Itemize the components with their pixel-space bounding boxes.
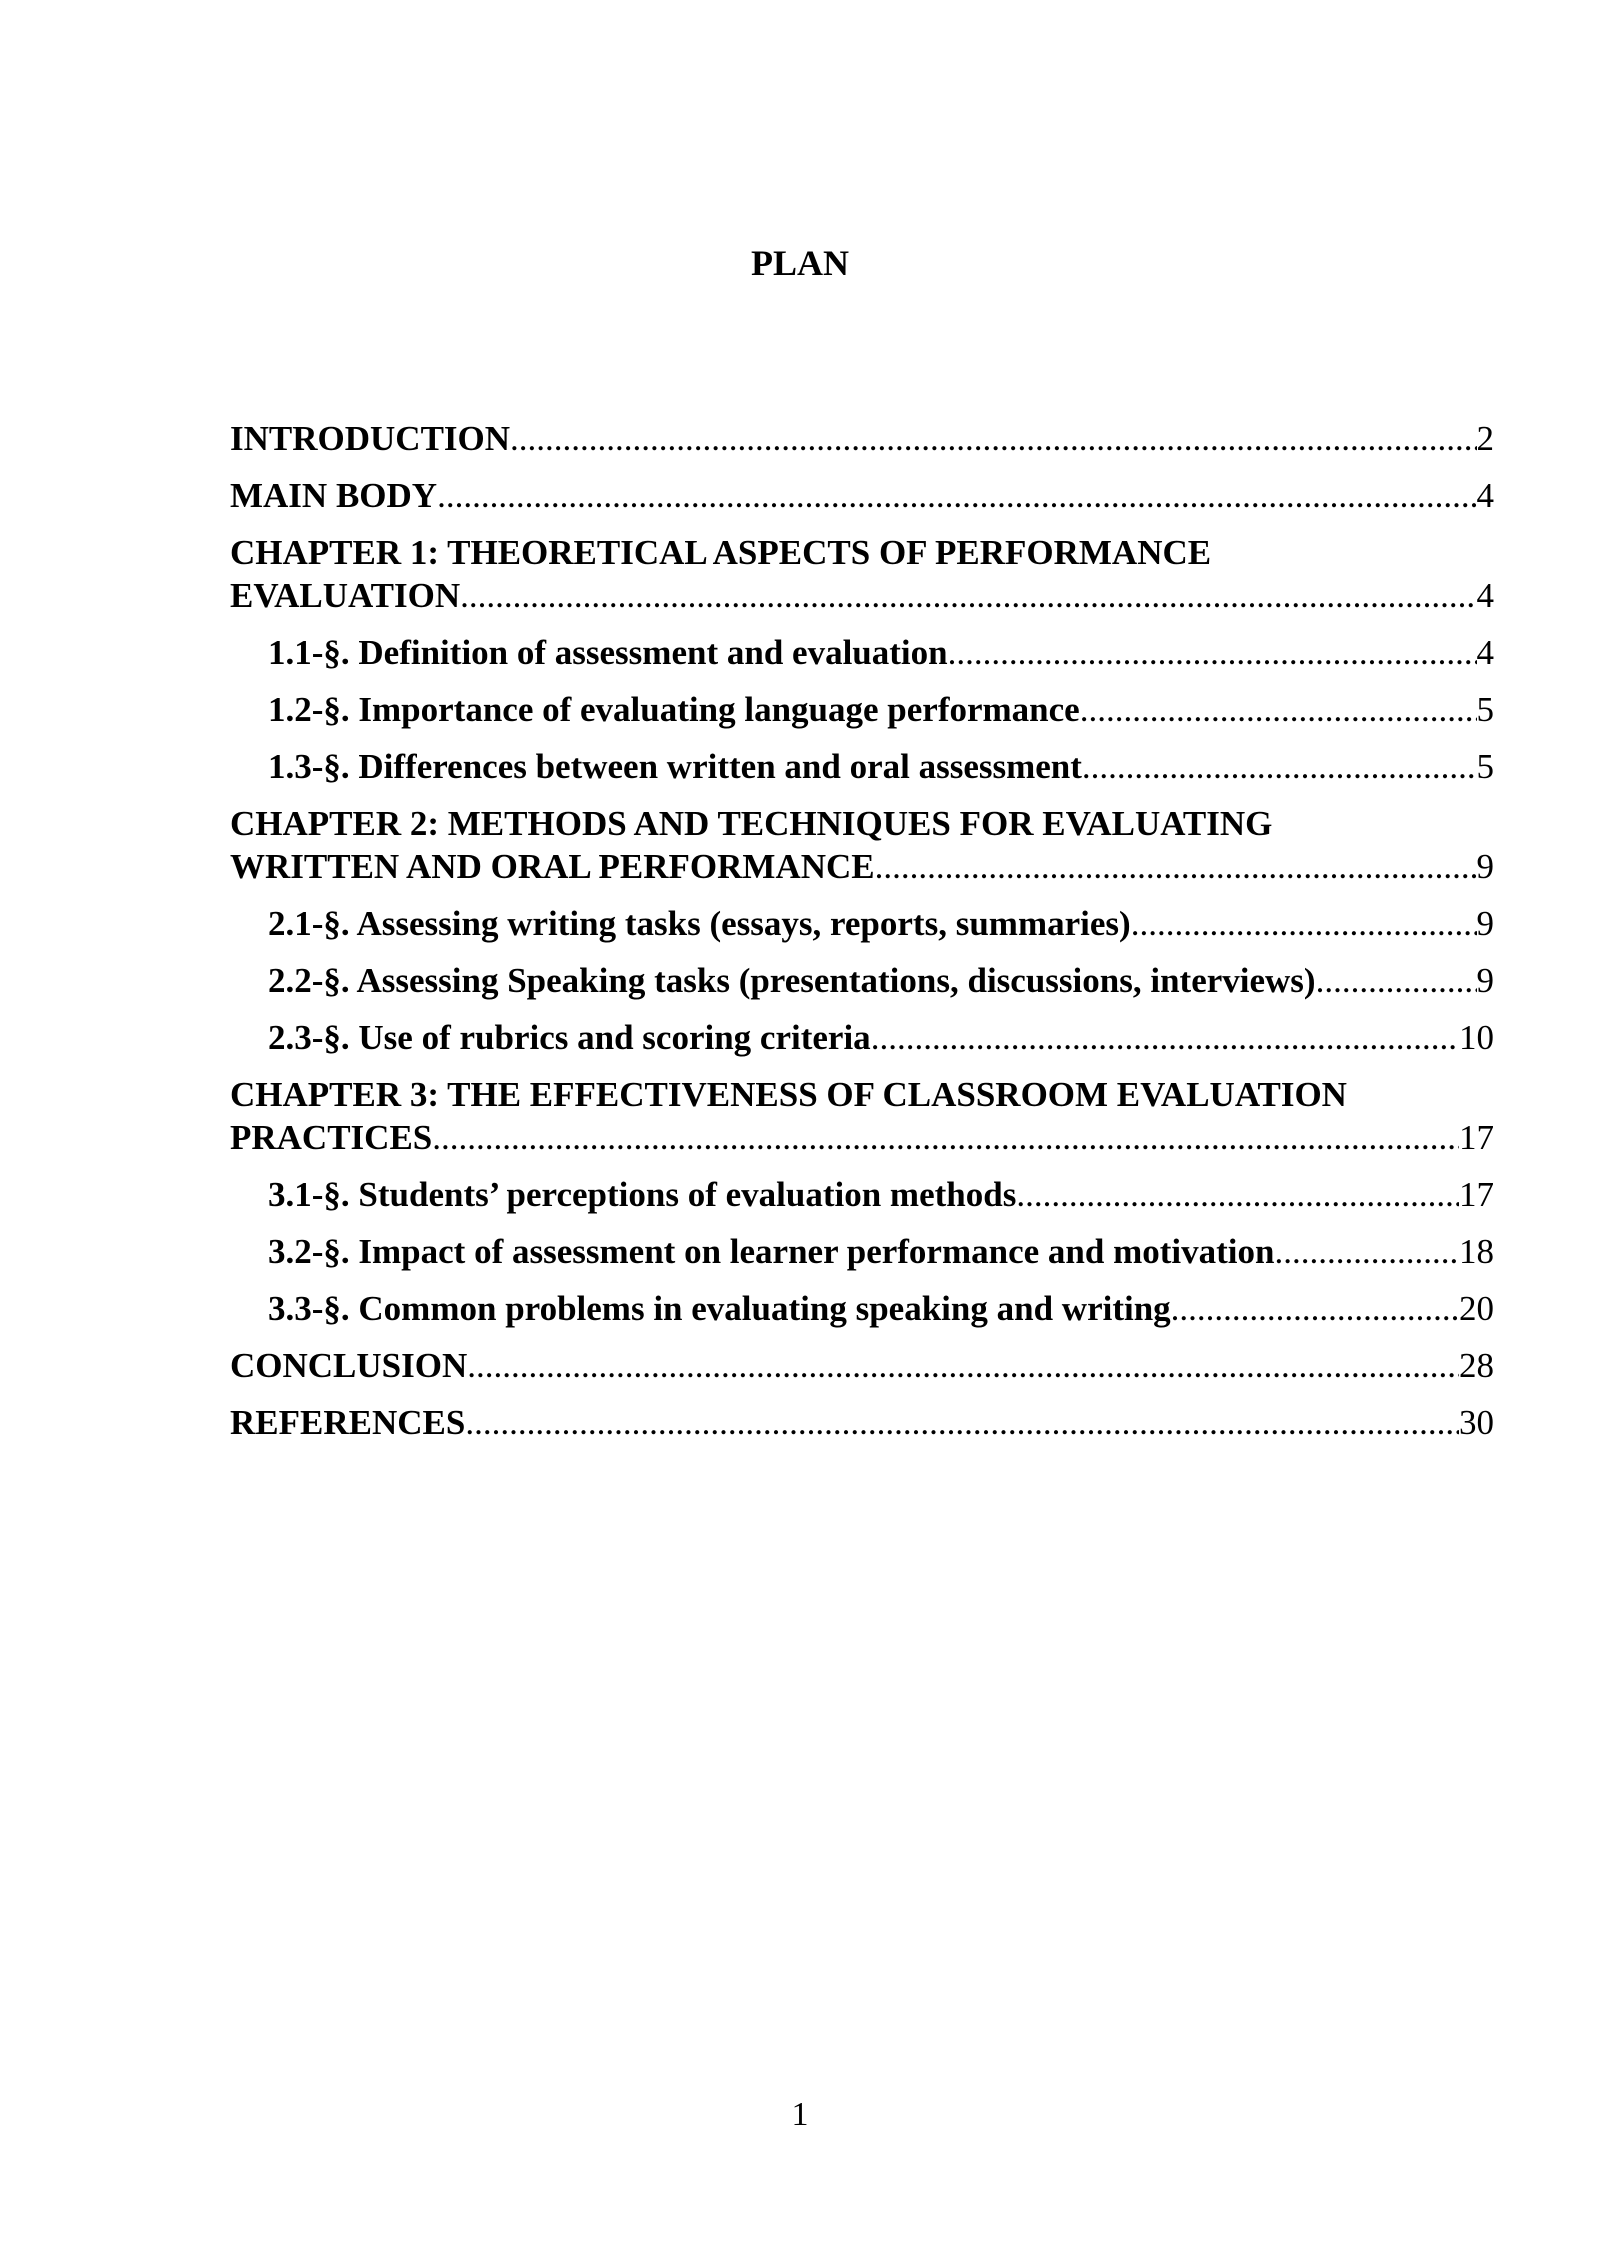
toc-entry-label: EVALUATION xyxy=(230,576,461,615)
toc-dot-leader xyxy=(1016,1166,1459,1223)
toc-entry-label: PRACTICES xyxy=(230,1118,433,1157)
toc-entry-references[interactable] xyxy=(230,1394,1494,1451)
toc-entry-conclusion[interactable] xyxy=(230,1337,1494,1394)
toc-dot-leader xyxy=(875,845,1477,888)
toc-dot-leader xyxy=(1316,952,1477,1009)
toc-entry-page: 9 xyxy=(1476,904,1494,943)
toc-dot-leader xyxy=(1171,1280,1459,1337)
toc-dot-leader xyxy=(460,574,1476,617)
toc-dot-leader xyxy=(1080,681,1477,738)
toc-entry-page: 5 xyxy=(1476,747,1494,786)
toc-entry-label-line1: CHAPTER 2: METHODS AND TECHNIQUES FOR EVALUATING xyxy=(230,804,1273,843)
toc-entry-page: 30 xyxy=(1459,1403,1494,1442)
toc-entry-label: 3.3-§. Common problems in evaluating speaking and writing xyxy=(268,1289,1171,1328)
toc-dot-leader xyxy=(510,410,1476,467)
toc-dot-leader xyxy=(432,1116,1459,1159)
toc-dot-leader xyxy=(1082,738,1477,795)
toc-entry-label: CONCLUSION xyxy=(230,1346,468,1385)
toc-entry-label-line1: CHAPTER 3: THE EFFECTIVENESS OF CLASSROOM EVALUATION xyxy=(230,1075,1347,1114)
toc-entry-section-3-2[interactable] xyxy=(230,1223,1494,1280)
toc-entry-chapter-2[interactable] xyxy=(230,802,1494,888)
toc-entry-page: 18 xyxy=(1459,1232,1494,1271)
toc-entry-label: 1.2-§. Importance of evaluating language performance xyxy=(268,690,1080,729)
toc-dot-leader xyxy=(1274,1223,1459,1280)
toc-entry-label: INTRODUCTION xyxy=(230,419,511,458)
toc-dot-leader xyxy=(465,1394,1459,1451)
toc-entry-label: 1.1-§. Definition of assessment and evaluation xyxy=(268,633,948,672)
toc-entry-page: 17 xyxy=(1459,1175,1494,1214)
toc-entry-page: 9 xyxy=(1476,961,1494,1000)
toc-entry-main-body[interactable] xyxy=(230,467,1494,524)
toc-entry-label: 3.1-§. Students’ perceptions of evaluation methods xyxy=(268,1175,1017,1214)
toc-entry-label-line1: CHAPTER 1: THEORETICAL ASPECTS OF PERFORMANCE xyxy=(230,533,1212,572)
toc-entry-section-1-1[interactable] xyxy=(230,624,1494,681)
toc-entry-page: 4 xyxy=(1476,576,1494,615)
page-number: 1 xyxy=(791,2096,809,2133)
toc-entry-page: 4 xyxy=(1476,476,1494,515)
table-of-contents xyxy=(230,410,1494,1451)
toc-entry-label: 2.2-§. Assessing Speaking tasks (presentations, discussions, interviews) xyxy=(268,961,1316,1000)
toc-entry-introduction[interactable] xyxy=(230,410,1494,467)
toc-entry-label: MAIN BODY xyxy=(230,476,438,515)
toc-entry-section-1-2[interactable] xyxy=(230,681,1494,738)
toc-entry-chapter-1[interactable] xyxy=(230,531,1494,617)
toc-entry-label: WRITTEN AND ORAL PERFORMANCE xyxy=(230,847,875,886)
toc-entry-page: 10 xyxy=(1459,1018,1494,1057)
toc-entry-section-2-2[interactable] xyxy=(230,952,1494,1009)
toc-dot-leader xyxy=(871,1009,1459,1066)
toc-entry-label: 3.2-§. Impact of assessment on learner performance and motivation xyxy=(268,1232,1275,1271)
toc-entry-page: 9 xyxy=(1476,847,1494,886)
toc-dot-leader xyxy=(1131,895,1477,952)
toc-entry-label: 2.3-§. Use of rubrics and scoring criteria xyxy=(268,1018,871,1057)
toc-dot-leader xyxy=(948,624,1477,681)
toc-dot-leader xyxy=(467,1337,1459,1394)
toc-dot-leader xyxy=(437,467,1476,524)
toc-entry-label: REFERENCES xyxy=(230,1403,466,1442)
toc-entry-page: 17 xyxy=(1459,1118,1494,1157)
toc-entry-label: 2.1-§. Assessing writing tasks (essays, reports, summaries) xyxy=(268,904,1131,943)
toc-entry-page: 20 xyxy=(1459,1289,1494,1328)
toc-entry-section-2-1[interactable] xyxy=(230,895,1494,952)
toc-entry-chapter-3[interactable] xyxy=(230,1073,1494,1159)
toc-entry-page: 28 xyxy=(1459,1346,1494,1385)
toc-entry-page: 2 xyxy=(1476,419,1494,458)
toc-entry-page: 5 xyxy=(1476,690,1494,729)
toc-entry-section-2-3[interactable] xyxy=(230,1009,1494,1066)
toc-entry-section-1-3[interactable] xyxy=(230,738,1494,795)
page-title: PLAN xyxy=(751,243,849,283)
toc-entry-section-3-1[interactable] xyxy=(230,1166,1494,1223)
toc-entry-page: 4 xyxy=(1476,633,1494,672)
toc-entry-label: 1.3-§. Differences between written and oral assessment xyxy=(268,747,1082,786)
toc-entry-section-3-3[interactable] xyxy=(230,1280,1494,1337)
